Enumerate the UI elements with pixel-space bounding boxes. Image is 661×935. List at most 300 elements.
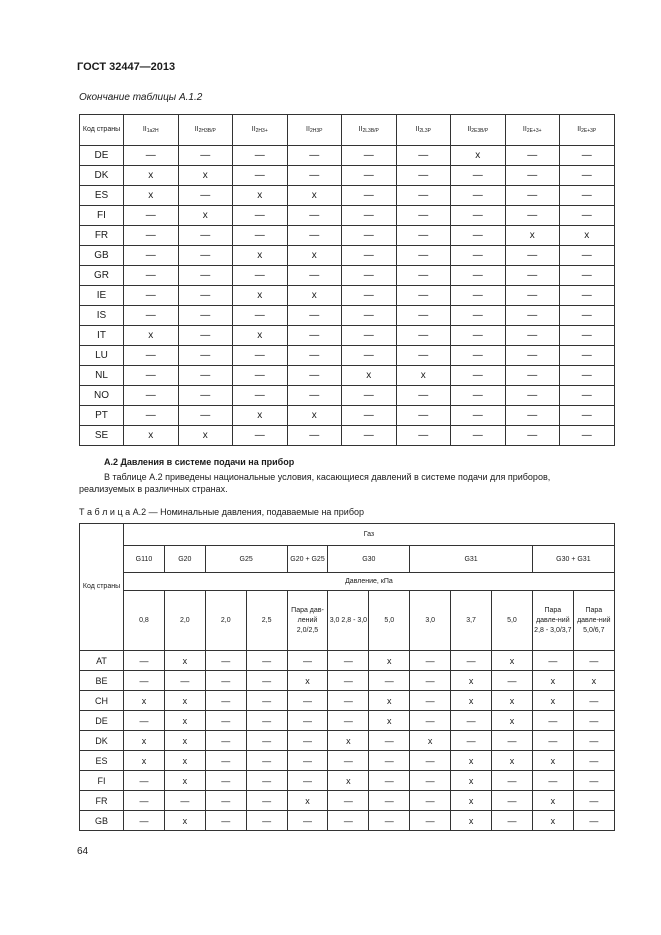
gas-category-sub: 2H3B/P <box>198 128 216 134</box>
pressure-value: 3,7 <box>451 591 492 651</box>
table1-cell: x <box>396 366 451 386</box>
table1-cell: — <box>560 426 615 446</box>
table2-cell: — <box>328 811 369 831</box>
table1-cell: — <box>396 206 451 226</box>
pressure-value: 3,0 2,8 - 3,0 <box>328 591 369 651</box>
table1-cell: — <box>233 366 288 386</box>
table2-cell: — <box>124 811 165 831</box>
table2-cell: — <box>287 711 328 731</box>
table1-cell: — <box>396 146 451 166</box>
table2-cell: x <box>532 751 573 771</box>
table2-row <box>80 811 615 831</box>
pressure-value: 0,8 <box>124 591 165 651</box>
pressure-unit-header: Давление, кПа <box>124 573 615 591</box>
table1-cell: x <box>287 406 342 426</box>
table1-cell: — <box>342 306 397 326</box>
table1-cell: — <box>505 406 560 426</box>
country-code: GR <box>80 266 124 286</box>
table2-row <box>80 731 615 751</box>
table1-cell: — <box>124 406 179 426</box>
table2-cell: — <box>246 671 287 691</box>
table1-cell: — <box>233 266 288 286</box>
table1-cell: — <box>233 206 288 226</box>
country-code: NL <box>80 366 124 386</box>
gas-category-sub: 2H3P <box>309 128 323 134</box>
table1-cell: — <box>124 146 179 166</box>
table1-cell: — <box>451 246 506 266</box>
gas-category-sub: 2E+3P <box>581 128 597 134</box>
table1-cell: x <box>451 146 506 166</box>
table1-row <box>80 266 615 286</box>
table2-cell: — <box>532 731 573 751</box>
table2-cell: — <box>124 651 165 671</box>
table1-cell: — <box>451 166 506 186</box>
table2-cell: — <box>573 731 614 751</box>
table1-cell: x <box>233 286 288 306</box>
table2-cell: — <box>532 771 573 791</box>
table2-cell: x <box>287 671 328 691</box>
table2-cell: — <box>328 751 369 771</box>
gas-category-base: II <box>577 126 582 133</box>
gas-category-base: II <box>142 126 147 133</box>
country-code: DE <box>80 711 124 731</box>
country-code: FI <box>80 206 124 226</box>
table1-row <box>80 226 615 246</box>
section-a2-paragraph-line1: В таблице А.2 приведены национальные условия, касающиеся давлений в системе подачи для приборов, <box>104 472 551 482</box>
table2-cell: — <box>369 751 410 771</box>
table1-cell: — <box>342 226 397 246</box>
table1-cell: — <box>287 146 342 166</box>
table1-cell: — <box>560 306 615 326</box>
table1-cell: — <box>451 326 506 346</box>
gas-category-sub: 2H3+ <box>255 128 268 134</box>
country-code: BE <box>80 671 124 691</box>
table1-cell: — <box>342 406 397 426</box>
table2-cell: x <box>492 711 533 731</box>
table-a2-pressures <box>79 523 615 831</box>
table1-cell: — <box>396 406 451 426</box>
table2-cell: x <box>451 791 492 811</box>
table1-cell: x <box>560 226 615 246</box>
table1-column-header <box>451 115 506 146</box>
table2-cell: — <box>205 711 246 731</box>
table2-cell: — <box>246 791 287 811</box>
gas-group-header: G31 <box>410 546 533 573</box>
table1-cell: x <box>287 286 342 306</box>
table2-cell: — <box>205 731 246 751</box>
table2-cell: — <box>287 691 328 711</box>
table1-cell: — <box>233 146 288 166</box>
table2-cell: — <box>369 671 410 691</box>
country-code: ES <box>80 751 124 771</box>
table1-cell: x <box>124 326 179 346</box>
table2-cell: x <box>451 691 492 711</box>
table1-cell: x <box>178 166 233 186</box>
table1-cell: — <box>178 406 233 426</box>
table1-cell: — <box>505 186 560 206</box>
gas-category-base: II <box>194 126 199 133</box>
table1-row <box>80 406 615 426</box>
table2-cell: — <box>492 791 533 811</box>
gas-group-header: G30 + G31 <box>532 546 614 573</box>
table2-cell: — <box>246 751 287 771</box>
table1-cell: x <box>124 426 179 446</box>
table1-cell: — <box>396 426 451 446</box>
table1-cell: — <box>124 246 179 266</box>
country-code: ES <box>80 186 124 206</box>
country-code: DK <box>80 731 124 751</box>
table2-cell: x <box>410 731 451 751</box>
table1-cell: x <box>342 366 397 386</box>
table2-cell: x <box>287 791 328 811</box>
table1-cell: — <box>396 346 451 366</box>
table1-cell: — <box>396 326 451 346</box>
table1-cell: — <box>287 326 342 346</box>
table2-cell: x <box>451 771 492 791</box>
table1-country-header: Код страны <box>80 115 124 146</box>
country-code: PT <box>80 406 124 426</box>
table2-row <box>80 791 615 811</box>
table1-column-header <box>505 115 560 146</box>
table1-cell: — <box>124 306 179 326</box>
pressure-value: 2,0 <box>205 591 246 651</box>
gas-group-header: G20 + G25 <box>287 546 328 573</box>
table2-cell: x <box>164 751 205 771</box>
table2-cell: — <box>328 691 369 711</box>
table2-cell: x <box>164 691 205 711</box>
table1-cell: — <box>342 386 397 406</box>
table1-cell: — <box>287 386 342 406</box>
table2-row <box>80 691 615 711</box>
table2-cell: x <box>573 671 614 691</box>
table1-cell: — <box>233 346 288 366</box>
table1-cell: — <box>287 226 342 246</box>
table1-cell: — <box>451 306 506 326</box>
country-code: IT <box>80 326 124 346</box>
table1-cell: — <box>178 366 233 386</box>
table2-cell: — <box>573 651 614 671</box>
table1-cell: — <box>505 366 560 386</box>
table2-cell: — <box>246 731 287 751</box>
table1-cell: — <box>505 346 560 366</box>
table2-cell: — <box>205 651 246 671</box>
table1-cell: — <box>233 386 288 406</box>
table1-row <box>80 246 615 266</box>
table2-gas-row <box>80 524 615 546</box>
table1-column-header <box>124 115 179 146</box>
table1-cell: — <box>287 266 342 286</box>
table2-cell: x <box>164 771 205 791</box>
table1-cell: — <box>451 266 506 286</box>
table1-cell: — <box>560 146 615 166</box>
pressure-value: 5,0 <box>492 591 533 651</box>
table1-cell: — <box>124 386 179 406</box>
document-code-header: ГОСТ 32447—2013 <box>77 61 176 73</box>
table1-cell: — <box>505 246 560 266</box>
table1-cell: x <box>124 186 179 206</box>
table1-cell: — <box>451 206 506 226</box>
table2-cell: — <box>451 711 492 731</box>
table2-country-header: Код страны <box>80 524 124 651</box>
table2-cell: — <box>410 671 451 691</box>
table1-cell: — <box>287 166 342 186</box>
table1-cell: — <box>124 226 179 246</box>
table1-cell: — <box>451 426 506 446</box>
table1-cell: x <box>124 166 179 186</box>
table2-cell: — <box>410 771 451 791</box>
table2-cell: — <box>124 771 165 791</box>
table2-cell: — <box>287 651 328 671</box>
table2-cell: — <box>205 691 246 711</box>
pressure-value: Пара давле-ний 2,8 - 3,0/3,7 <box>532 591 573 651</box>
table2-cell: — <box>451 651 492 671</box>
table2-row <box>80 671 615 691</box>
table2-cell: x <box>492 751 533 771</box>
table2-cell: — <box>205 671 246 691</box>
table1-cell: — <box>287 346 342 366</box>
table1-row <box>80 386 615 406</box>
gas-category-sub: 1a2H <box>146 128 159 134</box>
gas-category-base: II <box>467 126 472 133</box>
country-code: CH <box>80 691 124 711</box>
table1-caption: Окончание таблицы А.1.2 <box>79 92 203 103</box>
table1-cell: — <box>560 166 615 186</box>
table1-row <box>80 146 615 166</box>
table1-cell: — <box>342 206 397 226</box>
section-a2-title: А.2 Давления в системе подачи на прибор <box>104 457 295 467</box>
table1-cell: — <box>287 206 342 226</box>
table1-cell: — <box>178 346 233 366</box>
table2-cell: — <box>532 651 573 671</box>
table2-cell: — <box>287 731 328 751</box>
table1-cell: — <box>396 226 451 246</box>
table1-cell: — <box>178 326 233 346</box>
country-code: AT <box>80 651 124 671</box>
table1-cell: — <box>396 306 451 326</box>
table2-cell: — <box>369 791 410 811</box>
table2-cell: — <box>246 811 287 831</box>
table2-cell: — <box>410 711 451 731</box>
table1-cell: — <box>505 386 560 406</box>
table2-cell: — <box>124 711 165 731</box>
table2-cell: — <box>410 791 451 811</box>
table1-cell: — <box>505 326 560 346</box>
table1-cell: — <box>178 226 233 246</box>
table1-row <box>80 426 615 446</box>
table2-cell: — <box>205 751 246 771</box>
table2-cell: — <box>124 671 165 691</box>
table2-cell: — <box>573 751 614 771</box>
table1-cell: — <box>396 286 451 306</box>
table1-cell: — <box>505 206 560 226</box>
pressure-value: Пара давле-ний 5,0/6,7 <box>573 591 614 651</box>
table2-cell: x <box>451 751 492 771</box>
table1-cell: — <box>124 366 179 386</box>
table1-cell: x <box>178 426 233 446</box>
table1-cell: — <box>560 286 615 306</box>
table2-cell: x <box>369 711 410 731</box>
table2-value-row <box>80 591 615 651</box>
table1-cell: — <box>178 186 233 206</box>
table2-cell: x <box>532 671 573 691</box>
table1-cell: — <box>124 266 179 286</box>
table1-header-row <box>80 115 615 146</box>
table2-cell: — <box>573 711 614 731</box>
country-code: GB <box>80 246 124 266</box>
table1-cell: — <box>451 186 506 206</box>
table1-column-header <box>342 115 397 146</box>
table1-cell: — <box>560 266 615 286</box>
table2-cell: x <box>124 751 165 771</box>
table2-cell: x <box>492 691 533 711</box>
table2-unit-row <box>80 573 615 591</box>
table1-cell: — <box>342 146 397 166</box>
gas-category-sub: 2E3B/P <box>471 128 489 134</box>
section-a2-paragraph-line2: реализуемых в различных странах. <box>79 484 228 494</box>
table2-cell: — <box>573 771 614 791</box>
country-code: FR <box>80 226 124 246</box>
table2-cell: — <box>573 691 614 711</box>
country-code: IE <box>80 286 124 306</box>
table2-group-row <box>80 546 615 573</box>
gas-group-header: G25 <box>205 546 287 573</box>
table1-cell: — <box>178 386 233 406</box>
table2-cell: — <box>410 691 451 711</box>
gas-group-header: G30 <box>328 546 410 573</box>
table1-row <box>80 286 615 306</box>
table2-row <box>80 711 615 731</box>
table2-cell: — <box>573 811 614 831</box>
table2-cell: — <box>492 771 533 791</box>
table1-cell: — <box>287 306 342 326</box>
table1-row <box>80 186 615 206</box>
table1-cell: — <box>505 426 560 446</box>
page-number: 64 <box>77 846 89 857</box>
pressure-value: 5,0 <box>369 591 410 651</box>
gas-category-sub: 2L3P <box>419 128 432 134</box>
table2-cell: — <box>410 751 451 771</box>
table1-cell: — <box>233 426 288 446</box>
table1-row <box>80 326 615 346</box>
table2-cell: — <box>124 791 165 811</box>
table1-cell: — <box>287 426 342 446</box>
table1-cell: — <box>342 186 397 206</box>
table1-cell: — <box>505 146 560 166</box>
table1-cell: — <box>342 346 397 366</box>
pressure-value: 3,0 <box>410 591 451 651</box>
table1-cell: x <box>233 406 288 426</box>
gas-category-sub: 2L3B/P <box>362 128 379 134</box>
table1-cell: — <box>342 286 397 306</box>
table2-cell: x <box>369 691 410 711</box>
table1-cell: — <box>396 386 451 406</box>
country-code: NO <box>80 386 124 406</box>
table1-cell: — <box>178 306 233 326</box>
table2-cell: — <box>246 771 287 791</box>
table1-cell: — <box>451 386 506 406</box>
table2-cell: — <box>492 811 533 831</box>
table2-cell: x <box>369 651 410 671</box>
table1-cell: — <box>560 186 615 206</box>
gas-group-header: G110 <box>124 546 165 573</box>
table1-column-header <box>178 115 233 146</box>
table2-cell: — <box>328 671 369 691</box>
country-code: SE <box>80 426 124 446</box>
country-code: FR <box>80 791 124 811</box>
table1-cell: — <box>505 306 560 326</box>
table1-cell: — <box>560 326 615 346</box>
table1-cell: — <box>396 266 451 286</box>
gas-category-base: II <box>522 126 527 133</box>
table1-cell: — <box>505 166 560 186</box>
table1-cell: — <box>124 286 179 306</box>
table1-cell: — <box>233 166 288 186</box>
table2-row <box>80 771 615 791</box>
table2-cell: — <box>492 671 533 691</box>
table1-column-header <box>287 115 342 146</box>
country-code: IS <box>80 306 124 326</box>
table1-cell: — <box>451 406 506 426</box>
table1-cell: — <box>560 346 615 366</box>
table2-cell: — <box>287 751 328 771</box>
table1-cell: — <box>560 406 615 426</box>
table2-caption: Т а б л и ц а А.2 — Номинальные давления, подаваемые на прибор <box>79 507 364 517</box>
table2-cell: x <box>124 691 165 711</box>
table1-cell: — <box>560 206 615 226</box>
gas-category-base: II <box>306 126 310 133</box>
gas-category-base: II <box>415 126 420 133</box>
table1-cell: — <box>287 366 342 386</box>
pressure-value: Пара дав-лений 2,0/2,5 <box>287 591 328 651</box>
pressure-value: 2,5 <box>246 591 287 651</box>
country-code: GB <box>80 811 124 831</box>
table1-cell: — <box>505 286 560 306</box>
table1-cell: — <box>451 366 506 386</box>
table2-cell: — <box>164 671 205 691</box>
table2-cell: — <box>164 791 205 811</box>
table1-cell: — <box>560 246 615 266</box>
table2-cell: — <box>246 651 287 671</box>
table1-column-header <box>560 115 615 146</box>
table2-cell: — <box>451 731 492 751</box>
table2-cell: x <box>532 691 573 711</box>
table1-cell: — <box>342 246 397 266</box>
table1-cell: — <box>560 366 615 386</box>
table2-cell: — <box>573 791 614 811</box>
table1-cell: — <box>178 266 233 286</box>
table2-cell: — <box>369 811 410 831</box>
table1-cell: — <box>396 246 451 266</box>
table2-cell: — <box>410 651 451 671</box>
table1-cell: x <box>233 326 288 346</box>
table1-cell: x <box>233 246 288 266</box>
country-code: LU <box>80 346 124 366</box>
table2-row <box>80 751 615 771</box>
table1-cell: x <box>505 226 560 246</box>
table2-cell: — <box>205 771 246 791</box>
gas-category-base: II <box>251 126 256 133</box>
table1-cell: x <box>287 186 342 206</box>
table1-cell: — <box>178 286 233 306</box>
table2-cell: x <box>451 671 492 691</box>
table1-cell: — <box>342 326 397 346</box>
table1-cell: — <box>342 266 397 286</box>
country-code: FI <box>80 771 124 791</box>
table2-cell: — <box>410 811 451 831</box>
gas-category-base: II <box>358 126 363 133</box>
table1-cell: — <box>342 426 397 446</box>
table1-cell: — <box>124 206 179 226</box>
